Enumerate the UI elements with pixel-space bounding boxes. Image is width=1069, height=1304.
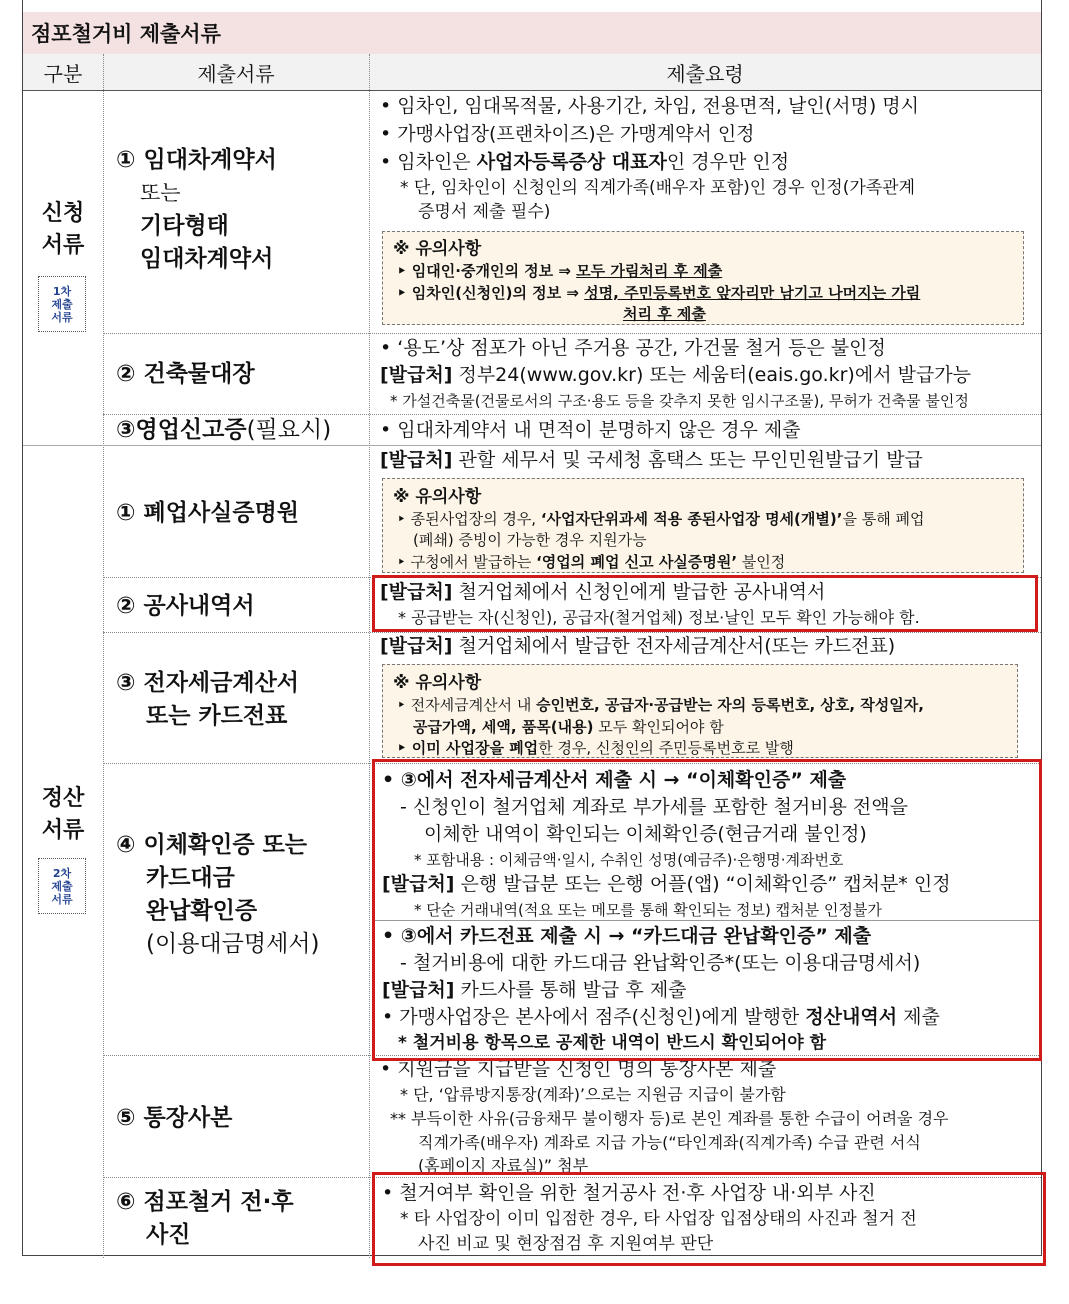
- caution-item: [397, 508, 924, 529]
- doc-tax-invoice: [116, 667, 299, 733]
- text: (필요시): [246, 417, 332, 443]
- text-bold: [발급처]: [380, 635, 453, 657]
- badge-line: 2차: [52, 866, 72, 880]
- header-documents: 제출서류: [103, 54, 369, 91]
- text-bold: 사업자등록증상 대표자: [476, 151, 667, 173]
- text-bold: [발급처]: [382, 979, 455, 1001]
- bankbook-bullet-1: • 지원금을 지급받을 신청인 명의 통장사본 제출: [380, 1058, 777, 1080]
- highlight-photos: [372, 1172, 1046, 1266]
- text: ‣ 전자세금계산서 내: [397, 696, 537, 714]
- doc-transfer-line2: 카드대금: [146, 865, 235, 891]
- doc-before-after-photos: [116, 1186, 294, 1252]
- caution-item-cont: [623, 303, 706, 324]
- doc-bankbook-copy: ⑤ 통장사본: [116, 1105, 233, 1131]
- doc-lease-line2: 또는: [140, 181, 181, 205]
- caution-item: [397, 694, 924, 715]
- doc-lease: [116, 144, 277, 276]
- text-bold: [발급처]: [380, 364, 453, 386]
- text: 철거업체에서 신청인에게 발급한 공사내역서: [452, 581, 826, 603]
- photos-note-1: * 타 사업장이 이미 입점한 경우, 타 사업장 입점상태의 사진과 철거 전: [400, 1209, 917, 1229]
- doc-building-register: ② 건축물대장: [116, 361, 255, 387]
- bankbook-note-1: * 단, ‘압류방지통장(계좌)’으로는 지원금 지급이 불가함: [400, 1085, 786, 1104]
- text: • 가맹사업장은 본사에서 점주(신청인)에게 발행한: [382, 1006, 806, 1028]
- doc-transfer-confirmation: [116, 829, 319, 961]
- badge-line: 제출: [51, 297, 73, 311]
- badge-first-submission: [38, 276, 86, 332]
- doc-lease-line1: ① 임대차계약서: [116, 147, 277, 173]
- badge-line: 서류: [51, 892, 73, 906]
- text: 인 경우만 인정: [666, 151, 790, 173]
- section-title-bar: [23, 12, 1041, 55]
- doc-construction-statement: ② 공사내역서: [116, 593, 255, 619]
- text-bold: [발급처]: [380, 581, 453, 603]
- caution-title: ※ 유의사항: [393, 239, 482, 259]
- text-bold: [발급처]: [382, 873, 455, 895]
- text-bold: 정산내역서: [805, 1006, 898, 1028]
- building-bullet-1: • ‘용도’상 점포가 아닌 주거용 공간, 가건물 철거 등은 불인정: [380, 337, 886, 359]
- text-bold: ‣ 이미 사업장을 폐업: [397, 739, 539, 757]
- lease-bullet-3: [380, 149, 789, 176]
- business-bullet-1: • 임대차계약서 내 면적이 분명하지 않은 경우 제출: [380, 419, 801, 441]
- caution-item-cont: (폐쇄) 증빙이 가능한 경우 지원가능: [413, 531, 647, 549]
- transfer-step-1: • ③에서 전자세금계산서 제출 시 → “이체확인증” 제출: [382, 769, 847, 791]
- caution-title: ※ 유의사항: [393, 673, 482, 693]
- caution-item: [397, 260, 722, 281]
- text-underline: 처리 후 제출: [623, 305, 706, 323]
- category-settle: [30, 783, 96, 847]
- doc-lease-line4: 임대차계약서: [140, 246, 274, 272]
- badge-line: 서류: [51, 310, 73, 324]
- doc-transfer-line1: ④ 이체확인증 또는: [116, 832, 308, 858]
- caution-item-cont: [413, 716, 724, 737]
- building-issuer: [380, 362, 971, 389]
- category-settle-line1: 정산: [41, 786, 85, 811]
- doc-lease-line3: 기타형태: [140, 213, 229, 239]
- badge-line: 1차: [52, 284, 72, 298]
- doc-photos-line1: ⑥ 점포철거 전·후: [116, 1189, 294, 1215]
- bankbook-note-4: (홈페이지 자료실)” 첨부: [418, 1156, 589, 1175]
- category-apply-line1: 신청: [41, 201, 85, 226]
- photos-bullet-1: • 철거여부 확인을 위한 철거공사 전·후 사업장 내·외부 사진: [382, 1182, 876, 1204]
- text-bold: ‣ 임차인(신청인)의 정보 ⇒: [397, 284, 585, 302]
- doc-tax-invoice-line1: ③ 전자세금계산서: [116, 670, 300, 696]
- lease-note-2: 증명서 제출 필수): [418, 202, 551, 222]
- caution-item: [397, 551, 785, 572]
- text: 정부24(www.gov.kr) 또는 세움터(eais.go.kr)에서 발급가능: [452, 364, 972, 386]
- section-title: 점포철거비 제출서류: [31, 22, 221, 46]
- transfer-step-1-note: * 포함내용 : 이체금액·일시, 수취인 성명(예금주)·은행명·계좌번호: [414, 851, 844, 869]
- text: • 임차인은: [380, 151, 477, 173]
- text: 한 경우, 신청인의 주민등록번호로 발행: [538, 739, 794, 757]
- text: 관할 세무서 및 국세청 홈택스 또는 무인민원발급기 발급: [452, 449, 923, 471]
- transfer-step-2: • ③에서 카드전표 제출 시 → “카드대금 완납확인증” 제출: [382, 925, 872, 947]
- text: 카드사를 통해 발급 후 제출: [454, 979, 687, 1001]
- text-bold: [발급처]: [380, 449, 453, 471]
- transfer-step-1-detail-cont: 이체한 내역이 확인되는 이체확인증(현금거래 불인정): [424, 823, 867, 845]
- header-category: 구분: [23, 54, 103, 91]
- highlight-transfer: [372, 759, 1042, 1061]
- caution-item: [397, 282, 920, 303]
- lease-bullet-2: • 가맹사업장(프랜차이즈)은 가맹계약서 인정: [380, 123, 755, 145]
- transfer-step-2-detail: - 철거비용에 대한 카드대금 완납확인증*(또는 이용대금명세서): [400, 952, 921, 974]
- doc-photos-line2: 사진: [146, 1222, 191, 1248]
- text-bold: ‣ 임대인·중개인의 정보 ⇒: [397, 262, 577, 280]
- text-bold: 승인번호, 공급자·공급받는 자의 등록번호, 상호, 작성일자,: [536, 696, 924, 714]
- building-note: * 가설건축물(건물로서의 구조·용도 등을 갖추지 못한 임시구조물), 무허가 건축물 불인정: [390, 392, 969, 410]
- lease-note-1: * 단, 임차인이 신청인의 직계가족(배우자 포함)인 경우 인정(가족관계: [400, 178, 916, 198]
- text: 불인정: [737, 553, 786, 571]
- category-apply-line2: 서류: [41, 233, 85, 258]
- text-bold: 공급가액, 세액, 품목(내용): [413, 718, 594, 736]
- row-divider: [103, 333, 1041, 334]
- text-bold: ③영업신고증: [116, 417, 247, 443]
- closure-caution-box: [382, 478, 1024, 573]
- category-settle-line2: 서류: [41, 818, 85, 843]
- text-underline: 모두 가림처리 후 제출: [576, 262, 723, 280]
- text: 철거업체에서 발급한 전자세금계산서(또는 카드전표): [452, 635, 896, 657]
- text-underline: 성명, 주민등록번호 앞자리만 남기고 나머지는 가림: [584, 284, 921, 302]
- doc-business-report: [116, 414, 331, 447]
- caution-title: ※ 유의사항: [393, 487, 482, 507]
- photos-note-2: 사진 비교 및 현장점검 후 지원여부 판단: [418, 1234, 714, 1254]
- caution-item: [397, 737, 794, 758]
- closure-issuer: [380, 447, 923, 474]
- construction-note: * 공급받는 자(신청인), 공급자(철거업체) 정보·날인 모두 확인 가능해야 함.: [398, 608, 920, 627]
- text: 모두 확인되어야 함: [593, 718, 724, 736]
- invoice-issuer: [380, 633, 895, 660]
- category-apply: [30, 198, 96, 262]
- doc-transfer-line4: (이용대금명세서): [146, 931, 320, 957]
- text: 은행 발급분 또는 은행 어플(앱) “이체확인증” 캡처분* 인정: [454, 873, 951, 895]
- bankbook-note-2: ** 부득이한 사유(금융채무 불이행자 등)로 본인 계좌를 통한 수급이 어려울 경우: [390, 1109, 949, 1128]
- highlight-construction: [372, 575, 1038, 632]
- lease-caution-box: [382, 231, 1024, 325]
- doc-closure-certificate: ① 폐업사실증명원: [116, 500, 300, 526]
- text-bold: ‘영업의 폐업 신고 사실증명원’: [536, 553, 738, 571]
- badge-second-submission: [38, 858, 86, 914]
- doc-transfer-line3: 완납확인증: [146, 898, 258, 924]
- lease-bullet-1: • 임차인, 임대목적물, 사용기간, 차임, 전용면적, 날인(서명) 명시: [380, 95, 920, 117]
- transfer-step-1-detail: - 신청인이 철거업체 계좌로 부가세를 포함한 철거비용 전액을: [400, 796, 908, 818]
- text: ‣ 종된사업장의 경우,: [397, 510, 541, 528]
- text: 제출: [897, 1006, 940, 1028]
- badge-line: 제출: [51, 879, 73, 893]
- text: 을 통해 폐업: [842, 510, 925, 528]
- doc-tax-invoice-line2: 또는 카드전표: [146, 703, 288, 729]
- grid-line: [369, 54, 370, 1258]
- text: ‣ 구청에서 발급하는: [397, 553, 537, 571]
- invoice-caution-box: [382, 664, 1018, 758]
- text-bold: ‘사업자단위과세 적용 종된사업장 명세(개별)’: [540, 510, 843, 528]
- bankbook-note-3: 직계가족(배우자) 계좌로 지급 가능(“타인계좌(직계가족) 수급 관련 서식: [418, 1133, 921, 1152]
- transfer-franchise-note: * 철거비용 항목으로 공제한 내역이 반드시 확인되어야 함: [398, 1033, 827, 1053]
- grid-line: [103, 54, 104, 1258]
- transfer-step-1-note-2: * 단순 거래내역(적요 또는 메모를 통해 확인되는 정보) 캡처분 인정불가: [414, 901, 882, 919]
- header-guidelines: 제출요령: [369, 54, 1041, 91]
